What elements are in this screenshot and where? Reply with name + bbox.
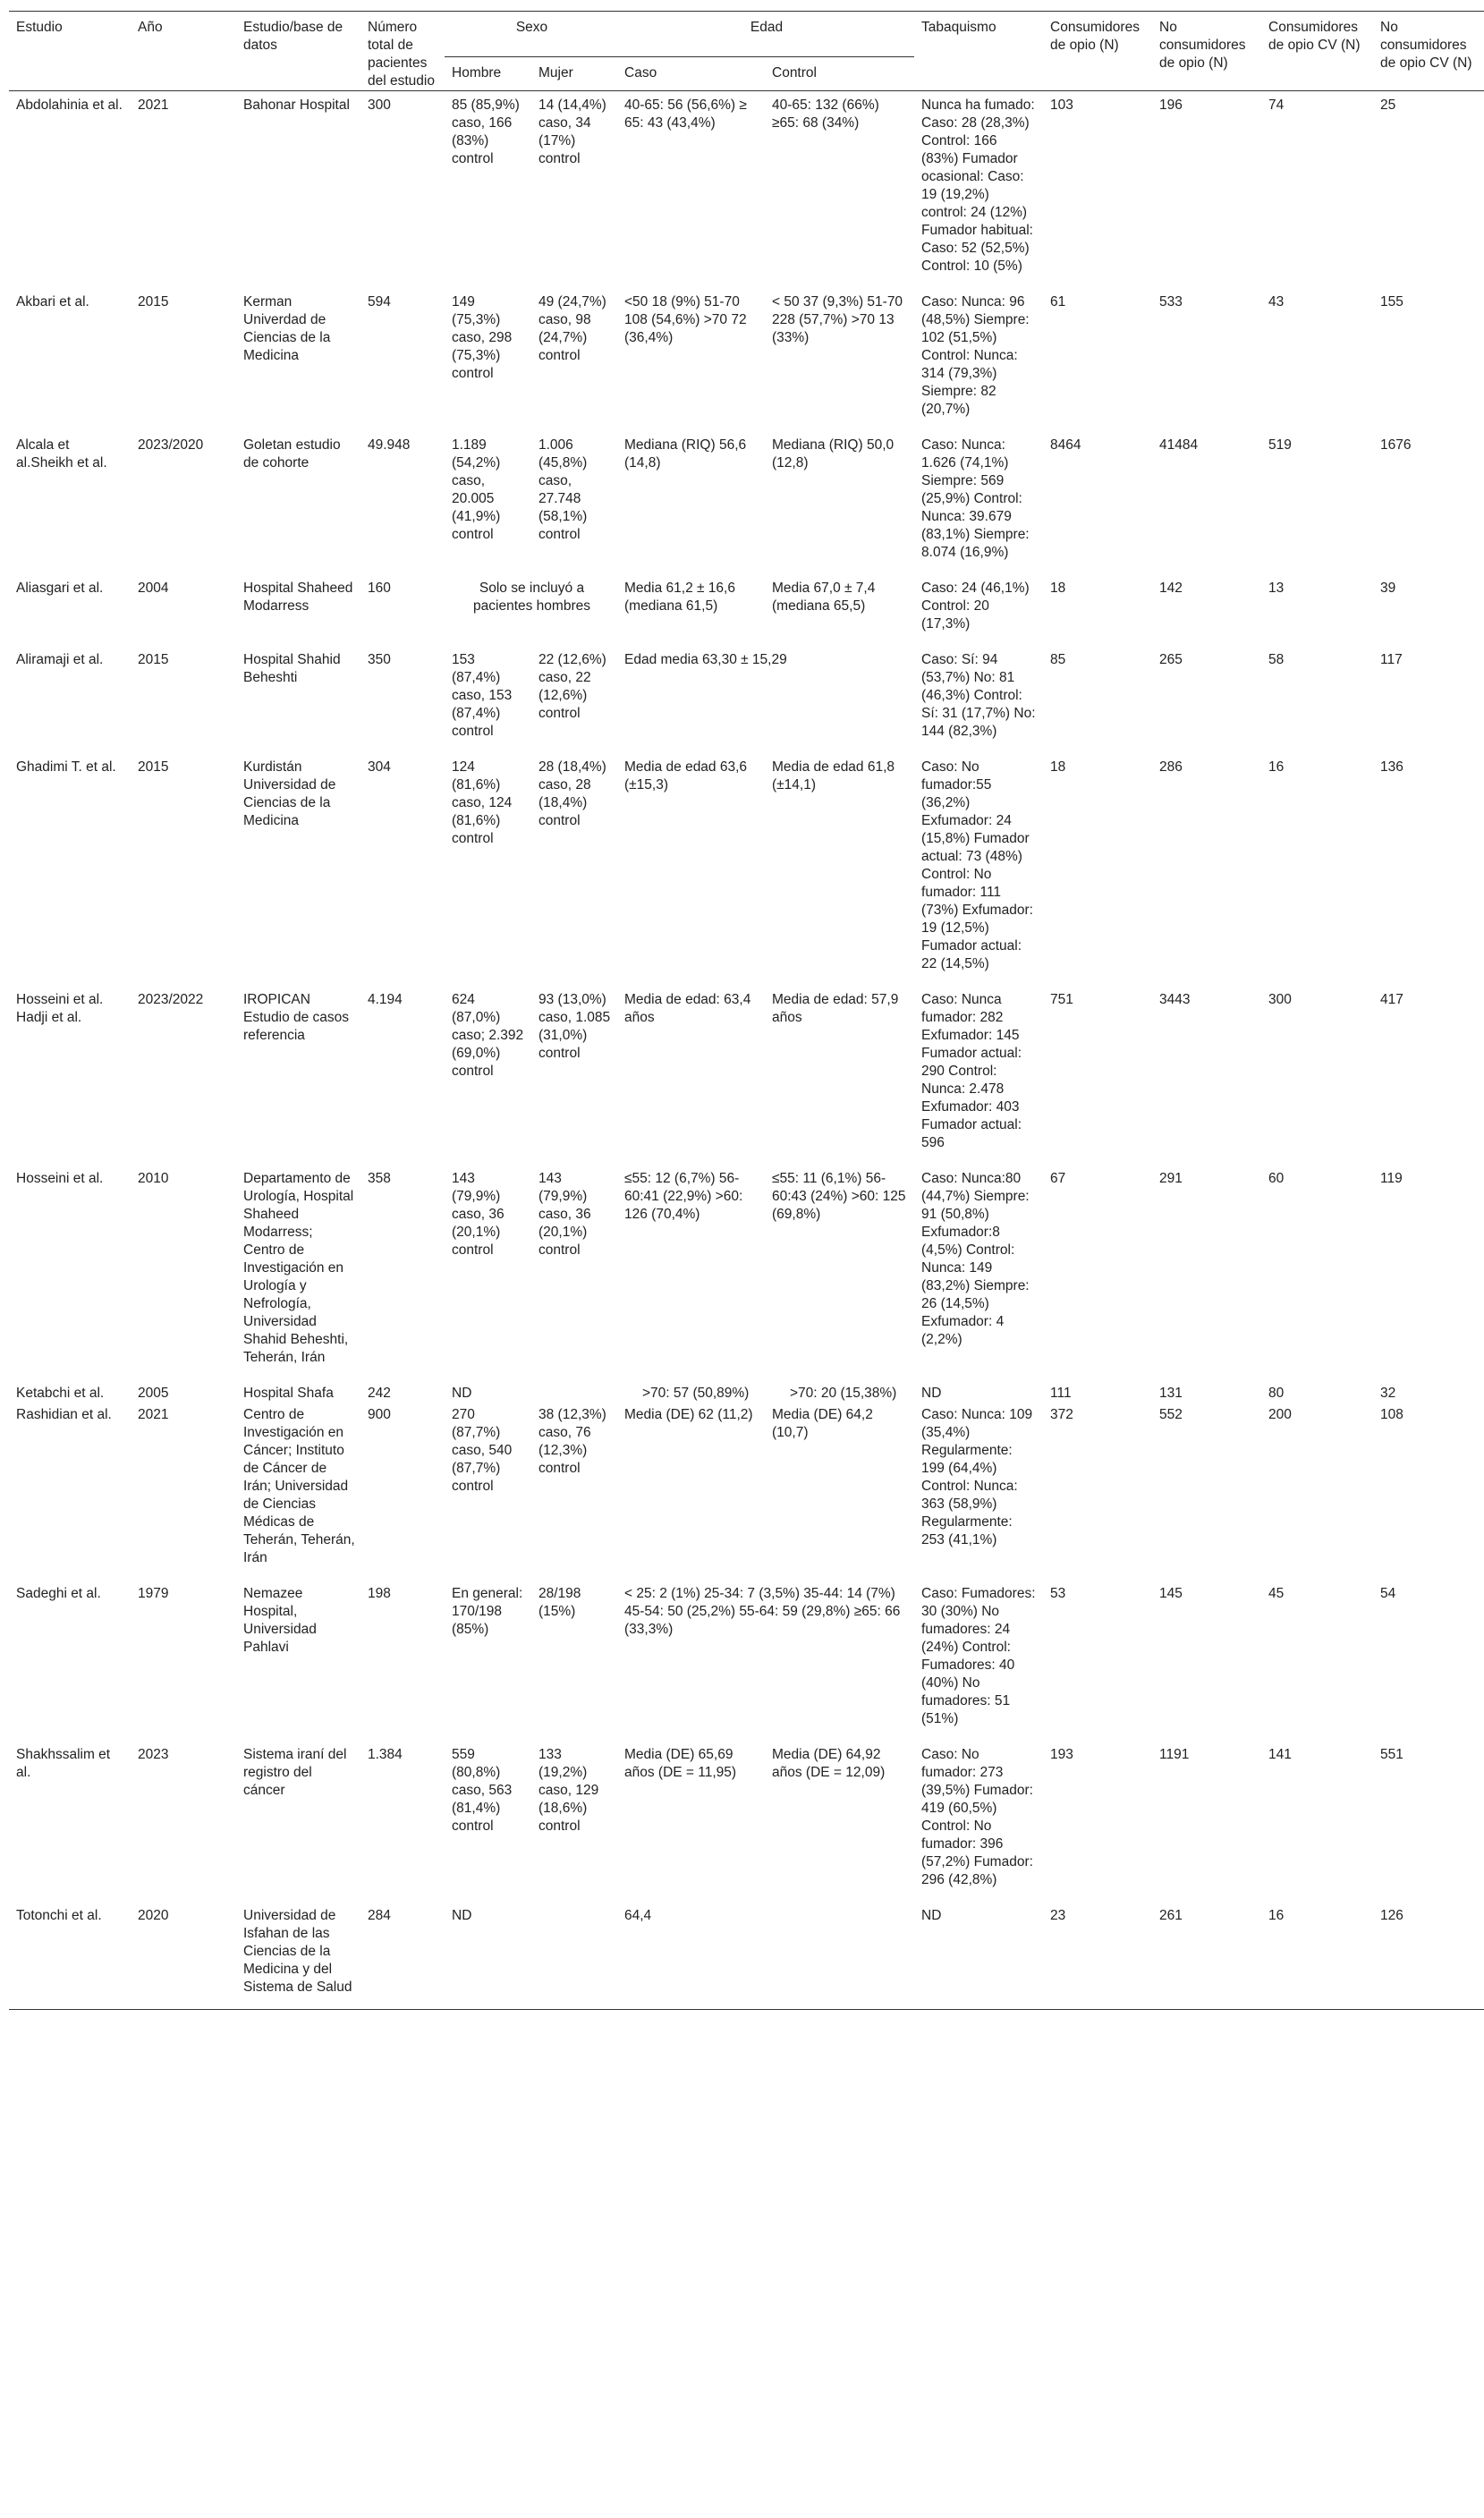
cell-noconscv: 1676 <box>1380 437 1412 453</box>
cell-estudio: Hosseini et al. Hadji et al. <box>16 992 104 1025</box>
cell-base: Bahonar Hospital <box>243 97 350 113</box>
cell-conscv: 141 <box>1268 1747 1292 1762</box>
cell-mujer: 133 (19,2%) caso, 129 (18,6%) control <box>538 1747 599 1834</box>
cell-mujer <box>531 1902 617 2010</box>
cell-mujer: 28/198 (15%) <box>538 1586 581 1619</box>
table-row <box>9 1580 1484 1741</box>
cell-tabaquismo: Caso: Nunca:80 (44,7%) Siempre: 91 (50,8%) Exfumador:8 (4,5%) Control: Nunca: 149 (83,2%) Siempre: 26 (14,5%) Exfumador: 4 (2,2%) <box>921 1171 1030 1347</box>
table-row <box>9 646 1484 753</box>
cell-nocons: 1191 <box>1159 1747 1190 1762</box>
cell-noconscv: 119 <box>1380 1171 1403 1186</box>
cell-hombre: 143 (79,9%) caso, 36 (20,1%) control <box>452 1171 505 1258</box>
cell-hombre: En general: 170/198 (85%) <box>452 1586 523 1637</box>
cell-nocons: 41484 <box>1159 437 1199 453</box>
cell-mujer <box>531 1379 617 1406</box>
cell-tabaquismo: Caso: 24 (46,1%) Control: 20 (17,3%) <box>921 581 1030 632</box>
table-header <box>9 12 1484 91</box>
cell-nocons: 286 <box>1159 759 1183 775</box>
cell-nocons: 131 <box>1159 1386 1183 1401</box>
cell-noconscv: 25 <box>1380 97 1396 113</box>
table-row <box>9 753 1484 986</box>
header-base: Estudio/base de datos <box>243 20 343 53</box>
cell-estudio: Totonchi et al. <box>16 1908 102 1923</box>
cell-hombre: 559 (80,8%) caso, 563 (81,4%) control <box>452 1747 513 1834</box>
cell-cons: 111 <box>1050 1386 1072 1401</box>
cell-caso: 64,4 <box>624 1908 652 1923</box>
cell-conscv: 200 <box>1268 1407 1292 1422</box>
cell-hombre: 153 (87,4%) caso, 153 (87,4%) control <box>452 652 513 739</box>
cell-noconscv: 417 <box>1380 992 1403 1007</box>
cell-cons: 372 <box>1050 1407 1073 1422</box>
cell-caso: Media de edad 63,6 (±15,3) <box>624 759 748 793</box>
cell-hombre: 270 (87,7%) caso, 540 (87,7%) control <box>452 1407 513 1494</box>
cell-tabaquismo: Caso: No fumador: 273 (39,5%) Fumador: 419 (60,5%) Control: No fumador: 396 (57,2%) Fumador: 296 (42,8%) <box>921 1747 1033 1887</box>
cell-cons: 18 <box>1050 581 1066 596</box>
cell-tabaquismo: ND <box>921 1908 942 1923</box>
cell-conscv: 16 <box>1268 759 1285 775</box>
cell-conscv: 16 <box>1268 1908 1285 1923</box>
cell-base: Universidad de Isfahan de las Ciencias de la Medicina y del Sistema de Salud <box>243 1908 352 1995</box>
cell-conscv: 300 <box>1268 992 1292 1007</box>
cell-base: Hospital Shaheed Modarress <box>243 581 353 614</box>
table-row <box>9 1165 1484 1379</box>
cell-control: Media de edad 61,8 (±14,1) <box>772 759 895 793</box>
cell-anio: 2021 <box>138 1407 169 1422</box>
cell-mujer: 49 (24,7%) caso, 98 (24,7%) control <box>538 294 606 363</box>
header-caso: Caso <box>617 57 765 91</box>
cell-n: 300 <box>368 97 391 113</box>
cell-nocons: 552 <box>1159 1407 1183 1422</box>
cell-mujer: 143 (79,9%) caso, 36 (20,1%) control <box>538 1171 591 1258</box>
cell-conscv: 60 <box>1268 1171 1285 1186</box>
table-row <box>9 1902 1484 2010</box>
cell-estudio: Ketabchi et al. <box>16 1386 105 1401</box>
cell-tabaquismo: Caso: Nunca: 96 (48,5%) Siempre: 102 (51,5%) Control: Nunca: 314 (79,3%) Siempre: 82 (20,7%) <box>921 294 1030 417</box>
cell-nocons: 533 <box>1159 294 1183 309</box>
cell-n: 304 <box>368 759 391 775</box>
cell-estudio: Ghadimi T. et al. <box>16 759 116 775</box>
cell-control: ≤55: 11 (6,1%) 56-60:43 (24%) >60: 125 (69,8%) <box>772 1171 906 1222</box>
header-sexo: Sexo <box>515 20 548 35</box>
header-hombre: Hombre <box>445 57 531 91</box>
header-control: Control <box>765 57 914 91</box>
cell-n: 900 <box>368 1407 391 1422</box>
cell-cons: 53 <box>1050 1586 1066 1601</box>
cell-nocons: 265 <box>1159 652 1183 667</box>
cell-anio: 2020 <box>138 1908 169 1923</box>
cell-cons: 67 <box>1050 1171 1066 1186</box>
table-body <box>9 91 1484 2010</box>
table-row <box>9 1406 1484 1580</box>
opium-studies-table <box>9 11 1484 2010</box>
cell-tabaquismo: Nunca ha fumado: Caso: 28 (28,3%) Control: 166 (83%) Fumador ocasional: Caso: 19 (19,2%) control: 24 (12%) Fumador habitual: Caso: 52 (52,5%) Control: 10 (5%) <box>921 97 1035 274</box>
cell-caso: <50 18 (9%) 51-70 108 (54,6%) >70 72 (36,4%) <box>624 294 747 345</box>
cell-caso: Media (DE) 65,69 años (DE = 11,95) <box>624 1747 737 1780</box>
cell-nocons: 196 <box>1159 97 1183 113</box>
header-estudio: Estudio <box>16 20 63 35</box>
cell-noconscv: 39 <box>1380 581 1396 596</box>
cell-base: Hospital Shafa <box>243 1386 334 1401</box>
cell-estudio: Alcala et al.Sheikh et al. <box>16 437 107 471</box>
cell-hombre: 149 (75,3%) caso, 298 (75,3%) control <box>452 294 513 381</box>
cell-conscv: 45 <box>1268 1586 1285 1601</box>
cell-noconscv: 136 <box>1380 759 1403 775</box>
cell-control: Media 67,0 ± 7,4 (mediana 65,5) <box>772 581 876 614</box>
cell-hombre: 624 (87,0%) caso; 2.392 (69,0%) control <box>452 992 524 1079</box>
cell-anio: 2015 <box>138 294 169 309</box>
cell-estudio: Shakhssalim et al. <box>16 1747 111 1780</box>
cell-cons: 751 <box>1050 992 1073 1007</box>
cell-base: Goletan estudio de cohorte <box>243 437 341 471</box>
cell-n: 160 <box>368 581 391 596</box>
cell-conscv: 80 <box>1268 1386 1285 1401</box>
cell-mujer: 14 (14,4%) caso, 34 (17%) control <box>538 97 606 166</box>
cell-anio: 2015 <box>138 759 169 775</box>
cell-caso: >70: 57 (50,89%) <box>642 1386 750 1401</box>
cell-tabaquismo: Caso: Nunca fumador: 282 Exfumador: 145 Fumador actual: 290 Control: Nunca: 2.478 Exfumador: 403 Fumador actual: 596 <box>921 992 1022 1150</box>
cell-noconscv: 32 <box>1380 1386 1396 1401</box>
cell-conscv: 74 <box>1268 97 1285 113</box>
cell-n: 358 <box>368 1171 391 1186</box>
cell-n: 1.384 <box>368 1747 403 1762</box>
cell-mujer: 1.006 (45,8%) caso, 27.748 (58,1%) control <box>538 437 588 542</box>
cell-n: 198 <box>368 1586 391 1601</box>
header-no-consumidores: No consumidores de opio (N) <box>1159 20 1246 71</box>
cell-estudio: Aliasgari et al. <box>16 581 104 596</box>
cell-control: >70: 20 (15,38%) <box>790 1386 897 1401</box>
cell-noconscv: 551 <box>1380 1747 1403 1762</box>
cell-cons: 61 <box>1050 294 1066 309</box>
cell-nocons: 142 <box>1159 581 1183 596</box>
header-numero: Número total de pacientes del estudio <box>368 20 435 89</box>
table-row <box>9 91 1484 289</box>
table-row <box>9 431 1484 574</box>
header-tabaquismo: Tabaquismo <box>921 20 996 35</box>
cell-noconscv: 108 <box>1380 1407 1403 1422</box>
cell-conscv: 519 <box>1268 437 1292 453</box>
cell-estudio: Sadeghi et al. <box>16 1586 101 1601</box>
cell-estudio: Hosseini et al. <box>16 1171 104 1186</box>
cell-nocons: 3443 <box>1159 992 1191 1007</box>
table-row <box>9 1741 1484 1902</box>
cell-hombre: 1.189 (54,2%) caso, 20.005 (41,9%) control <box>452 437 501 542</box>
cell-estudio: Aliramaji et al. <box>16 652 104 667</box>
cell-control <box>765 1902 914 2010</box>
cell-n: 284 <box>368 1908 391 1923</box>
cell-n: 49.948 <box>368 437 411 453</box>
cell-base: Nemazee Hospital, Universidad Pahlavi <box>243 1586 317 1655</box>
header-no-consumidores-cv: No consumidores de opio CV (N) <box>1380 20 1472 71</box>
cell-caso: Media (DE) 62 (11,2) <box>624 1407 753 1422</box>
table-row <box>9 288 1484 431</box>
cell-mujer: 22 (12,6%) caso, 22 (12,6%) control <box>538 652 606 721</box>
cell-edad: < 25: 2 (1%) 25-34: 7 (3,5%) 35-44: 14 (7%) 45-54: 50 (25,2%) 55-64: 59 (29,8%) ≥65: 66 (33,3%) <box>624 1586 901 1637</box>
header-consumidores-cv: Consumidores de opio CV (N) <box>1268 20 1361 53</box>
cell-base: Hospital Shahid Beheshti <box>243 652 341 685</box>
cell-cons: 18 <box>1050 759 1066 775</box>
cell-n: 4.194 <box>368 992 403 1007</box>
cell-base: Sistema iraní del registro del cáncer <box>243 1747 347 1798</box>
table-row <box>9 574 1484 646</box>
cell-tabaquismo: Caso: Fumadores: 30 (30%) No fumadores: 24 (24%) Control: Fumadores: 40 (40%) No fumadores: 51 (51%) <box>921 1586 1036 1726</box>
cell-hombre: 85 (85,9%) caso, 166 (83%) control <box>452 97 520 166</box>
header-anio: Año <box>138 20 163 35</box>
cell-cons: 23 <box>1050 1908 1066 1923</box>
cell-nocons: 145 <box>1159 1586 1183 1601</box>
cell-tabaquismo: Caso: Nunca: 1.626 (74,1%) Siempre: 569 (25,9%) Control: Nunca: 39.679 (83,1%) Siempre: 8.074 (16,9%) <box>921 437 1030 560</box>
cell-tabaquismo: Caso: Sí: 94 (53,7%) No: 81 (46,3%) Control: Sí: 31 (17,7%) No: 144 (82,3%) <box>921 652 1036 739</box>
cell-control: Media (DE) 64,92 años (DE = 12,09) <box>772 1747 886 1780</box>
cell-estudio: Rashidian et al. <box>16 1407 112 1422</box>
cell-caso: 40-65: 56 (56,6%) ≥ 65: 43 (43,4%) <box>624 97 747 131</box>
cell-cons: 85 <box>1050 652 1066 667</box>
cell-cons: 103 <box>1050 97 1073 113</box>
cell-cons: 8464 <box>1050 437 1081 453</box>
cell-sexo: Solo se incluyó a pacientes hombres <box>473 581 590 614</box>
cell-n: 242 <box>368 1386 391 1401</box>
cell-estudio: Abdolahinia et al. <box>16 97 123 113</box>
cell-mujer: 93 (13,0%) caso, 1.085 (31,0%) control <box>538 992 611 1061</box>
cell-noconscv: 54 <box>1380 1586 1396 1601</box>
cell-control: 40-65: 132 (66%) ≥65: 68 (34%) <box>772 97 879 131</box>
cell-anio: 2004 <box>138 581 169 596</box>
cell-control: < 50 37 (9,3%) 51-70 228 (57,7%) >70 13 (33%) <box>772 294 903 345</box>
cell-anio: 2005 <box>138 1386 169 1401</box>
cell-base: IROPICAN Estudio de casos referencia <box>243 992 350 1043</box>
cell-mujer: 28 (18,4%) caso, 28 (18,4%) control <box>538 759 606 828</box>
cell-mujer: 38 (12,3%) caso, 76 (12,3%) control <box>538 1407 606 1476</box>
cell-tabaquismo: Caso: No fumador:55 (36,2%) Exfumador: 24 (15,8%) Fumador actual: 73 (48%) Control: No fumador: 111 (73%) Exfumador: 19 (12,5%) Fumador actual: 22 (14,5%) <box>921 759 1033 971</box>
header-edad: Edad <box>750 20 784 35</box>
cell-nocons: 291 <box>1159 1171 1183 1186</box>
cell-anio: 1979 <box>138 1586 169 1601</box>
cell-noconscv: 126 <box>1380 1908 1403 1923</box>
cell-caso: Mediana (RIQ) 56,6 (14,8) <box>624 437 747 471</box>
cell-base: Kurdistán Universidad de Ciencias de la Medicina <box>243 759 336 828</box>
cell-caso: Media de edad: 63,4 años <box>624 992 751 1025</box>
header-mujer: Mujer <box>531 57 617 91</box>
cell-anio: 2023 <box>138 1747 169 1762</box>
cell-conscv: 13 <box>1268 581 1285 596</box>
cell-control: Media de edad: 57,9 años <box>772 992 899 1025</box>
cell-anio: 2021 <box>138 97 169 113</box>
cell-anio: 2023/2020 <box>138 437 204 453</box>
cell-conscv: 58 <box>1268 652 1285 667</box>
cell-control: Mediana (RIQ) 50,0 (12,8) <box>772 437 895 471</box>
cell-caso: Media 61,2 ± 16,6 (mediana 61,5) <box>624 581 735 614</box>
cell-n: 350 <box>368 652 391 667</box>
cell-hombre: ND <box>452 1386 472 1401</box>
cell-noconscv: 155 <box>1380 294 1403 309</box>
cell-n: 594 <box>368 294 391 309</box>
cell-anio: 2015 <box>138 652 169 667</box>
cell-base: Centro de Investigación en Cáncer; Instituto de Cáncer de Irán; Universidad de Ciencias Médicas de Teherán, Teherán, Irán <box>243 1407 355 1565</box>
table-row <box>9 1379 1484 1406</box>
cell-tabaquismo: Caso: Nunca: 109 (35,4%) Regularmente: 199 (64,4%) Control: Nunca: 363 (58,9%) Regularmente: 253 (41,1%) <box>921 1407 1033 1547</box>
cell-noconscv: 117 <box>1380 652 1403 667</box>
cell-tabaquismo: ND <box>921 1386 942 1401</box>
cell-base: Kerman Univerdad de Ciencias de la Medicina <box>243 294 331 363</box>
table-row <box>9 986 1484 1165</box>
cell-nocons: 261 <box>1159 1908 1183 1923</box>
cell-hombre: 124 (81,6%) caso, 124 (81,6%) control <box>452 759 513 846</box>
cell-caso: ≤55: 12 (6,7%) 56-60:41 (22,9%) >60: 126 (70,4%) <box>624 1171 743 1222</box>
cell-estudio: Akbari et al. <box>16 294 89 309</box>
header-consumidores: Consumidores de opio (N) <box>1050 20 1140 53</box>
cell-control: Media (DE) 64,2 (10,7) <box>772 1407 873 1440</box>
cell-anio: 2023/2022 <box>138 992 204 1007</box>
cell-base: Departamento de Urología, Hospital Shaheed Modarress; Centro de Investigación en Urología y Nefrología, Universidad Shahid Beheshti, Teherán, Irán <box>243 1171 354 1365</box>
cell-conscv: 43 <box>1268 294 1285 309</box>
cell-anio: 2010 <box>138 1171 169 1186</box>
cell-edad: Edad media 63,30 ± 15,29 <box>624 652 787 667</box>
cell-cons: 193 <box>1050 1747 1073 1762</box>
cell-hombre: ND <box>452 1908 472 1923</box>
